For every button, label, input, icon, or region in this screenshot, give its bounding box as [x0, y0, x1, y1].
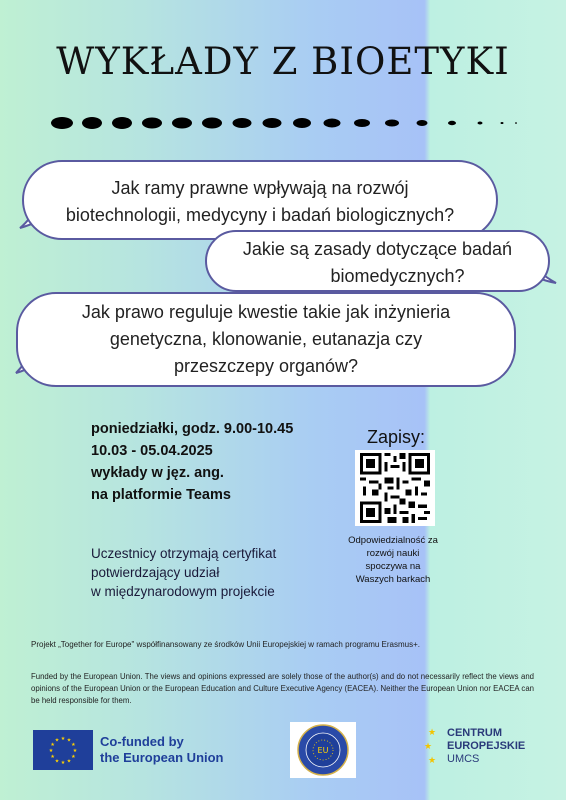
- bubble-line: genetyczna, klonowanie, eutanazja czy: [109, 329, 423, 349]
- bubble-line: Jak prawo reguluje kwestie takie jak inżynieria: [81, 302, 451, 322]
- cofunded-line: the European Union: [100, 750, 224, 765]
- cofunded-logo-text: [100, 734, 224, 766]
- svg-text:★: ★: [71, 742, 76, 748]
- svg-text:★: ★: [72, 748, 78, 754]
- page-title: WYKŁADY Z BIOETYKI: [56, 40, 510, 83]
- question-bubble-2: [205, 230, 550, 292]
- star-icon: [422, 725, 442, 770]
- bubble-line: Jak ramy prawne wpływają na rozwój: [111, 178, 409, 198]
- eu-seal-logo: [290, 722, 356, 778]
- centrum-europejskie-logo: [447, 727, 525, 766]
- svg-text:★: ★: [66, 737, 72, 744]
- seal-text: EU: [317, 746, 329, 755]
- svg-text:★: ★: [54, 737, 60, 744]
- certificate-line: potwierdzający udział: [91, 565, 220, 580]
- centrum-line: EUROPEJSKIE: [447, 740, 526, 752]
- schedule-info: [91, 418, 293, 506]
- svg-text:★: ★: [54, 758, 60, 765]
- cofunded-line: Co-funded by: [100, 734, 184, 749]
- svg-text:★: ★: [50, 742, 55, 748]
- schedule-language: wykłady w jęz. ang.: [91, 465, 224, 481]
- schedule-day: poniedziałki, godz. 9.00-10.45: [91, 421, 294, 437]
- question-bubble-3: [16, 292, 516, 387]
- svg-text:★: ★: [428, 728, 437, 738]
- svg-text:★: ★: [60, 760, 66, 766]
- project-note: Projekt „Together for Europe" współfinansowany ze środków Unii Europejskiej w ramach programu Erasmus+.: [31, 640, 421, 649]
- svg-text:★: ★: [48, 748, 54, 754]
- bubble-line: przeszczepy organów?: [173, 356, 359, 376]
- responsibility-note: [338, 534, 448, 586]
- responsibility-line: rozwój nauki: [366, 548, 420, 559]
- svg-text:★: ★: [50, 754, 55, 760]
- question-bubble-1: [22, 160, 498, 240]
- centrum-line: UMCS: [447, 753, 480, 765]
- certificate-note: [91, 544, 276, 601]
- bubble-line: biotechnologii, medycyny i badań biologicznych?: [65, 205, 455, 225]
- centrum-line: CENTRUM: [447, 727, 502, 739]
- svg-text:★: ★: [66, 758, 72, 765]
- decorative-dots: [50, 113, 520, 133]
- responsibility-line: Waszych barkach: [355, 574, 431, 585]
- eu-flag-icon: [33, 730, 93, 770]
- schedule-dates: 10.03 - 05.04.2025: [91, 443, 213, 459]
- schedule-platform: na platformie Teams: [91, 487, 231, 503]
- certificate-line: w międzynarodowym projekcie: [91, 584, 275, 599]
- certificate-line: Uczestnicy otrzymają certyfikat: [91, 546, 277, 561]
- funding-disclaimer: Funded by the European Union. The views and opinions expressed are solely those of the author(s) and do not necessarily reflect the views and opinions of the European Union or the European Education and Culture Executive Agency (EACEA). Neither the European Union nor EACEA can be held responsible for them.: [31, 672, 534, 705]
- qr-code[interactable]: [355, 450, 435, 526]
- svg-text:★: ★: [424, 742, 433, 752]
- svg-text:★: ★: [60, 736, 66, 742]
- signup-label: Zapisy:: [367, 427, 426, 447]
- svg-text:★: ★: [71, 754, 76, 760]
- responsibility-line: spoczywa na: [365, 561, 421, 572]
- responsibility-line: Odpowiedzialność za: [348, 535, 438, 546]
- svg-text:★: ★: [428, 756, 437, 766]
- bubble-line: biomedycznych?: [330, 266, 465, 286]
- bubble-line: Jakie są zasady dotyczące badań: [242, 239, 513, 259]
